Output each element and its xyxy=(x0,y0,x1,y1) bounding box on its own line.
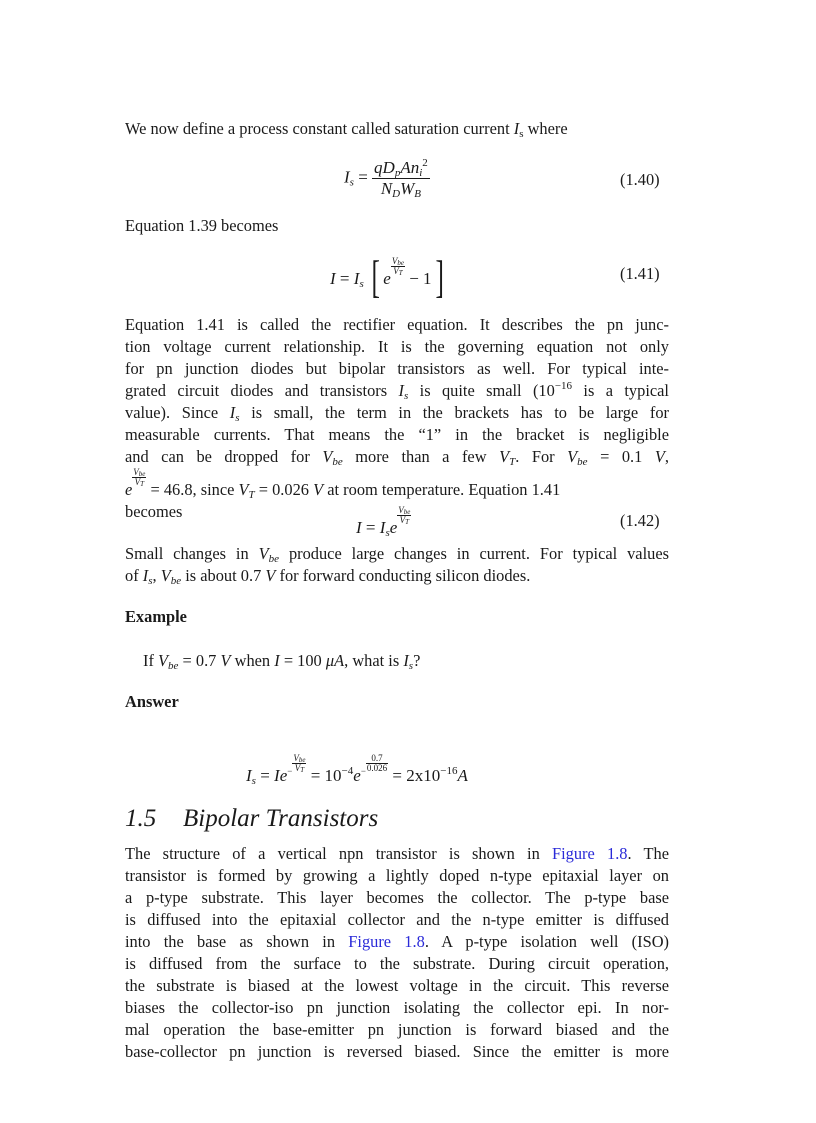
paragraph-bipolar xyxy=(125,843,669,1063)
p3-line-8: e $\frac{V_{be}}{V_T}$ = 46.8, since $V_T = 0.026$ V at room temperature. Equation 1.41 xyxy=(125,467,561,501)
p5-line-7: the substrate is biased at the lowest voltage in the circuit. This reverse xyxy=(125,976,669,995)
section-heading xyxy=(125,805,378,833)
p3-line-3: for pn junction diodes but bipolar transistors as well. For typical inte- xyxy=(125,359,669,378)
p4-line-1: Small changes in $V_{be}$ produce large changes in current. For typical values xyxy=(125,544,669,565)
figure-1-8-link[interactable]: Figure 1.8 xyxy=(552,844,628,863)
p5-line-4: is diffused into the epitaxial collector and the n-type emitter is diffused xyxy=(125,910,669,929)
section-number: 1.5 xyxy=(125,805,157,832)
p5-line-6: is diffused from the surface to the substrate. During circuit operation, xyxy=(125,954,669,973)
eq140-numerator: $qD_pAn_i^2$ xyxy=(374,157,428,179)
example-text: If $V_{be} = 0.7$ V when I = 100 μA, what is $I_s$? xyxy=(143,651,421,672)
section-title: Bipolar Transistors xyxy=(183,805,379,832)
p5-line-5: into the base as shown in Figure 1.8. A p-type isolation well (ISO) xyxy=(125,932,669,951)
p4-line-2: of $I_s$, $V_{be}$ is about 0.7 V for forward conducting silicon diodes. xyxy=(125,566,531,587)
intro-line: We now define a process constant called saturation current $I_s$ where xyxy=(125,119,568,140)
p3-line-9: becomes xyxy=(125,502,183,521)
p3-line-5: value). Since $I_s$ is small, the term in the brackets has to be large for xyxy=(125,403,669,424)
example-heading: Example xyxy=(125,607,187,626)
equation-number-1-42: (1.42) xyxy=(620,511,660,530)
answer-heading: Answer xyxy=(125,692,179,711)
p3-line-1: Equation 1.41 is called the rectifier equation. It describes the pn junc- xyxy=(125,315,669,334)
p5-line-10: base-collector pn junction is reversed biased. Since the emitter is more xyxy=(125,1042,669,1061)
equation-number-1-40: (1.40) xyxy=(620,170,660,189)
eq141-exponent: $\frac{V_{be}}{V_T}$ xyxy=(391,256,404,277)
p3-line-7: and can be dropped for $V_{be}$ more than a few $V_T$. For $V_{be} = 0.1$ V, xyxy=(125,447,670,468)
paragraph-intro xyxy=(125,118,669,140)
answer-equation: $I_s = Ie^-$ $\frac{V_{be}}{V_T}$ = $10^{-4}e^-$ $\frac{0.7}{0.026}$ = $2x10^{-16}A$ xyxy=(246,753,468,787)
figure-1-8-link-2[interactable]: Figure 1.8 xyxy=(348,932,425,951)
p5-line-1: The structure of a vertical npn transistor is shown in Figure 1.8. The xyxy=(125,844,669,863)
p5-line-8: biases the collector-iso pn junction isolating the collector epi. In nor- xyxy=(125,998,669,1017)
eq140-fraction xyxy=(372,158,430,199)
eq140-lhs-sub: s xyxy=(349,176,354,189)
eq139-text: Equation 1.39 becomes xyxy=(125,216,279,235)
p5-line-9: mal operation the base-emitter pn junction is forward biased and the xyxy=(125,1020,669,1039)
paragraph-small-changes xyxy=(125,543,669,587)
p5-line-3: a p-type substrate. This layer becomes the collector. The p-type base xyxy=(125,888,669,907)
eq140-denominator: $N_DW_B$ xyxy=(380,179,422,200)
eq140-lhs: I xyxy=(344,167,350,187)
p3-line-2: tion voltage current relationship. It is the governing equation not only xyxy=(125,337,669,356)
p3-line-4: grated circuit diodes and transistors $I_s$ is quite small ($10^{-16}$ is a typical xyxy=(125,380,669,402)
paragraph-eq-139 xyxy=(125,215,669,237)
equation-1-42: $I = I_se$ $\frac{V_{be}}{V_T}$ xyxy=(356,505,411,539)
p3-line-6: measurable currents. That means the “1” in the bracket is negligible xyxy=(125,425,669,444)
p5-line-2: transistor is formed by growing a lightly doped n-type epitaxial layer on xyxy=(125,866,669,885)
equation-1-40: $I_s$ = $\frac{qD_pAn_i^2}{N_DW_B}$ xyxy=(344,157,428,200)
paragraph-rectifier xyxy=(125,314,669,523)
equation-1-41: $I = I_s$ [ e $\frac{V_{be}}{V_T}$ − 1] xyxy=(330,251,444,302)
equation-number-1-41: (1.41) xyxy=(620,264,660,283)
